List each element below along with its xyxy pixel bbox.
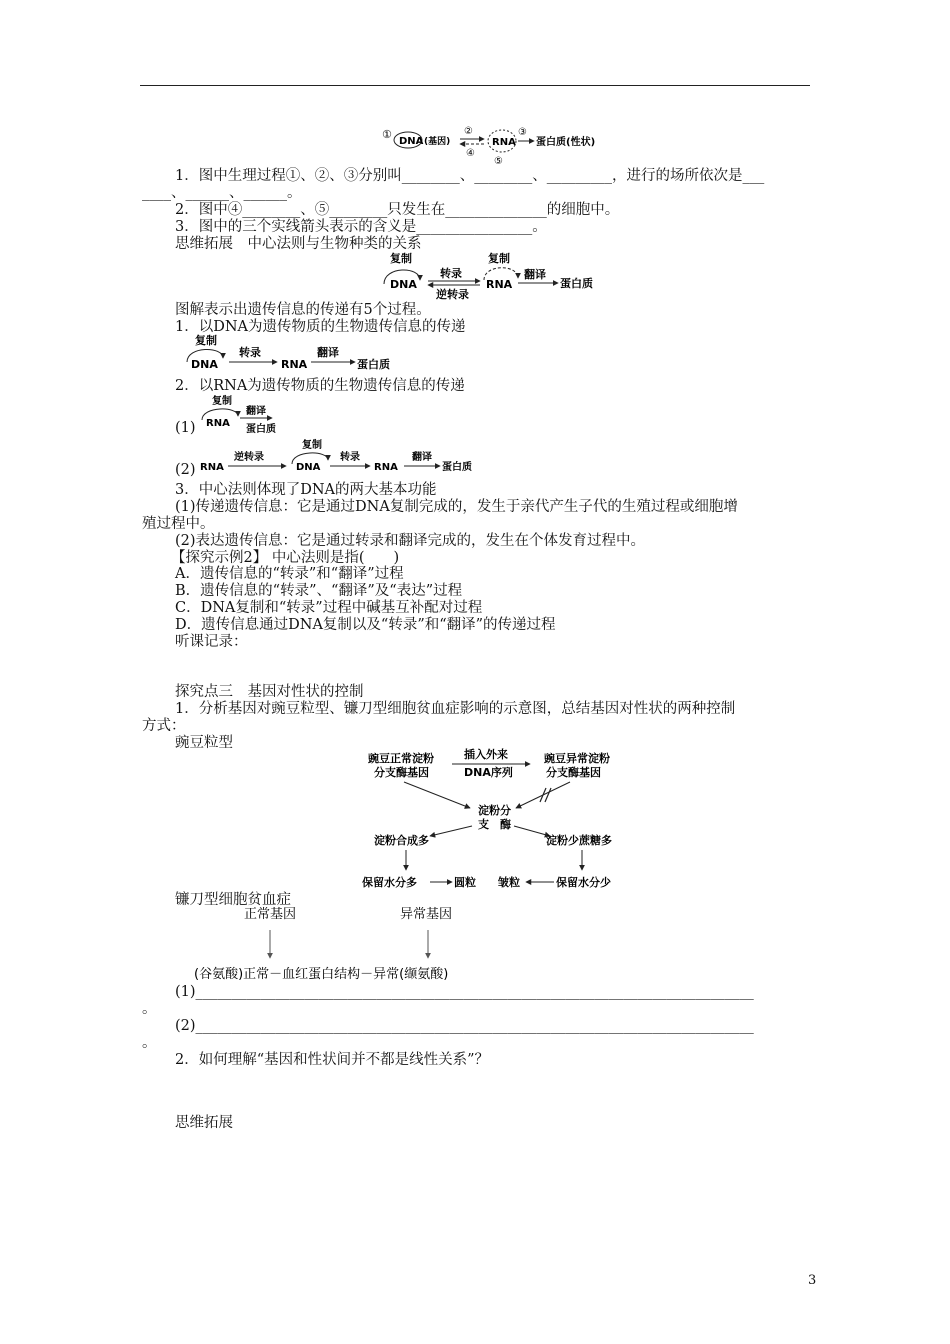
figB-protein: 蛋白质 <box>246 424 276 434</box>
fig1-label-4: ④ <box>466 148 475 159</box>
label-case-1: (1) <box>175 420 196 436</box>
option-a: A．遗传信息的“转录”和“翻译”过程 <box>175 566 404 582</box>
figA-dna: DNA <box>191 358 218 371</box>
figA-translate: 翻译 <box>317 346 339 359</box>
pea-insert-2: DNA序列 <box>464 766 513 779</box>
figA-replicate: 复制 <box>195 334 217 347</box>
pea-normal-gene-1: 豌豆正常淀粉 <box>368 752 434 765</box>
page-number: 3 <box>808 1273 817 1288</box>
pea-starch-more: 淀粉合成多 <box>374 834 429 847</box>
figure-central-dogma <box>380 250 610 300</box>
section-3-q1-line2: 方式： <box>142 718 186 734</box>
fig1-dna: DNA <box>399 136 424 147</box>
answer-1-blank[interactable]: (1)_____________________________________________________________________________ <box>175 984 754 1000</box>
answer-2-end: 。 <box>142 1035 157 1051</box>
pea-enzyme-2: 支 酶 <box>478 818 511 831</box>
pea-water-more: 保留水分多 <box>362 876 417 889</box>
fig1-label-3: ③ <box>518 127 527 138</box>
pea-abnormal-gene-1: 豌豆异常淀粉 <box>544 752 610 765</box>
figB-replicate: 复制 <box>212 396 232 407</box>
pea-abnormal-gene-2: 分支酶基因 <box>546 766 601 779</box>
fig2-dna: DNA <box>390 278 417 291</box>
figure-sickle-cell <box>190 902 550 982</box>
answer-1-end: 。 <box>142 1001 157 1017</box>
fig1-label-1: ① <box>382 128 392 141</box>
pea-water-less: 保留水分少 <box>556 876 611 889</box>
question-1-line2: ____、______、______。 <box>142 185 302 201</box>
header-rule <box>140 85 810 86</box>
sickle-label: 镰刀型细胞贫血症 <box>175 892 291 908</box>
text-rna-organisms: 2．以RNA为遗传物质的生物遗传信息的传递 <box>175 378 465 394</box>
fig1-label-2: ② <box>464 126 473 137</box>
fig2-translate: 翻译 <box>524 268 546 281</box>
fig2-reverse: 逆转录 <box>436 288 469 300</box>
figure-rna-replicating <box>198 394 338 434</box>
extension-title: 思维拓展 中心法则与生物种类的关系 <box>175 236 422 252</box>
figC-rna-2: RNA <box>374 462 398 473</box>
text-function-1-line2: 殖过程中。 <box>142 516 215 532</box>
text-function-1-line1: (1)传递遗传信息：它是通过DNA复制完成的，发生于亲代产生子代的生殖过程或细胞增 <box>175 499 738 515</box>
pea-arrow-less <box>514 826 550 836</box>
section-3-title: 探究点三 基因对性状的控制 <box>175 684 364 700</box>
fig1-rna: RNA <box>492 137 516 148</box>
figB-rna: RNA <box>206 418 230 429</box>
sickle-abnormal-gene: 异常基因 <box>400 907 453 922</box>
pea-enzyme-1: 淀粉分 <box>478 804 511 817</box>
example-2-question: 【探究示例2】 中心法则是指( ) <box>171 550 400 566</box>
figure-pea-shape <box>360 744 630 892</box>
figC-transcribe: 转录 <box>340 452 360 463</box>
figC-replicate: 复制 <box>302 440 322 451</box>
figC-protein: 蛋白质 <box>442 462 472 473</box>
fig2-protein: 蛋白质 <box>560 277 593 290</box>
pea-label: 豌豆粒型 <box>175 735 233 751</box>
figB-translate: 翻译 <box>246 406 266 417</box>
text-function-2: (2)表达遗传信息：它是通过转录和翻译完成的，发生在个体发育过程中。 <box>175 533 646 549</box>
fig2-transcribe: 转录 <box>440 267 462 280</box>
fig2-replicate-dna: 复制 <box>390 252 412 265</box>
figure-retrovirus <box>198 438 498 478</box>
option-c: C．DNA复制和“转录”过程中碱基互补配对过程 <box>175 600 483 616</box>
text-two-functions: 3．中心法则体现了DNA的两大基本功能 <box>175 482 437 498</box>
pea-arrow-normal-to-enzyme <box>404 782 470 808</box>
fig1-label-5: ⑤ <box>494 156 503 167</box>
fig1-gene: (基因) <box>424 137 451 147</box>
figA-rna: RNA <box>281 358 308 371</box>
figC-dna: DNA <box>296 462 321 473</box>
answer-2-blank[interactable]: (2)_____________________________________________________________________________ <box>175 1018 754 1034</box>
lecture-notes-label: 听课记录： <box>175 634 248 650</box>
figure-dna-organisms <box>185 332 405 374</box>
extension-title-2: 思维拓展 <box>175 1115 233 1131</box>
pea-starch-less: 淀粉少蔗糖多 <box>546 834 612 847</box>
section-3-q1-line1: 1．分析基因对豌豆粒型、镰刀型细胞贫血症影响的示意图，总结基因对性状的两种控制 <box>175 701 736 717</box>
figure-central-dogma-numbered <box>380 120 620 170</box>
option-b: B．遗传信息的“转录”、“翻译”及“表达”过程 <box>175 583 463 599</box>
question-2: 2．图中④________、⑤________只发生在______________的细胞中。 <box>175 202 620 218</box>
pea-round: 圆粒 <box>454 876 476 889</box>
text-dna-organisms: 1．以DNA为遗传物质的生物遗传信息的传递 <box>175 319 466 335</box>
sickle-formula: (谷氨酸)正常－血红蛋白结构－异常(缬氨酸) <box>194 967 449 982</box>
pea-arrow-more <box>430 826 472 836</box>
pea-normal-gene-2: 分支酶基因 <box>374 766 429 779</box>
option-d: D．遗传信息通过DNA复制以及“转录”和“翻译”的传递过程 <box>175 617 556 633</box>
pea-block-mark-2 <box>545 788 551 802</box>
pea-block-mark-1 <box>540 788 546 802</box>
figC-rna-1: RNA <box>200 462 224 473</box>
figA-transcribe: 转录 <box>239 346 261 359</box>
fig2-replicate-rna: 复制 <box>488 252 510 265</box>
sickle-normal-gene: 正常基因 <box>244 907 297 922</box>
figC-translate: 翻译 <box>412 452 432 463</box>
figC-reverse: 逆转录 <box>234 452 264 463</box>
figA-protein: 蛋白质 <box>357 358 390 371</box>
question-1-line1: 1．图中生理过程①、②、③分别叫________、________、_________，进行的场所依次是___ <box>175 168 765 184</box>
label-case-2: (2) <box>175 462 196 478</box>
section-3-q2: 2．如何理解“基因和性状间并不都是线性关系”？ <box>175 1052 490 1068</box>
pea-wrinkled: 皱粒 <box>498 876 520 889</box>
fig1-protein: 蛋白质(性状) <box>536 137 596 148</box>
pea-insert-1: 插入外来 <box>464 748 508 761</box>
fig2-rna: RNA <box>486 278 513 291</box>
question-3: 3．图中的三个实线箭头表示的含义是________________。 <box>175 219 547 235</box>
text-five-processes: 图解表示出遗传信息的传递有5个过程。 <box>175 302 431 318</box>
